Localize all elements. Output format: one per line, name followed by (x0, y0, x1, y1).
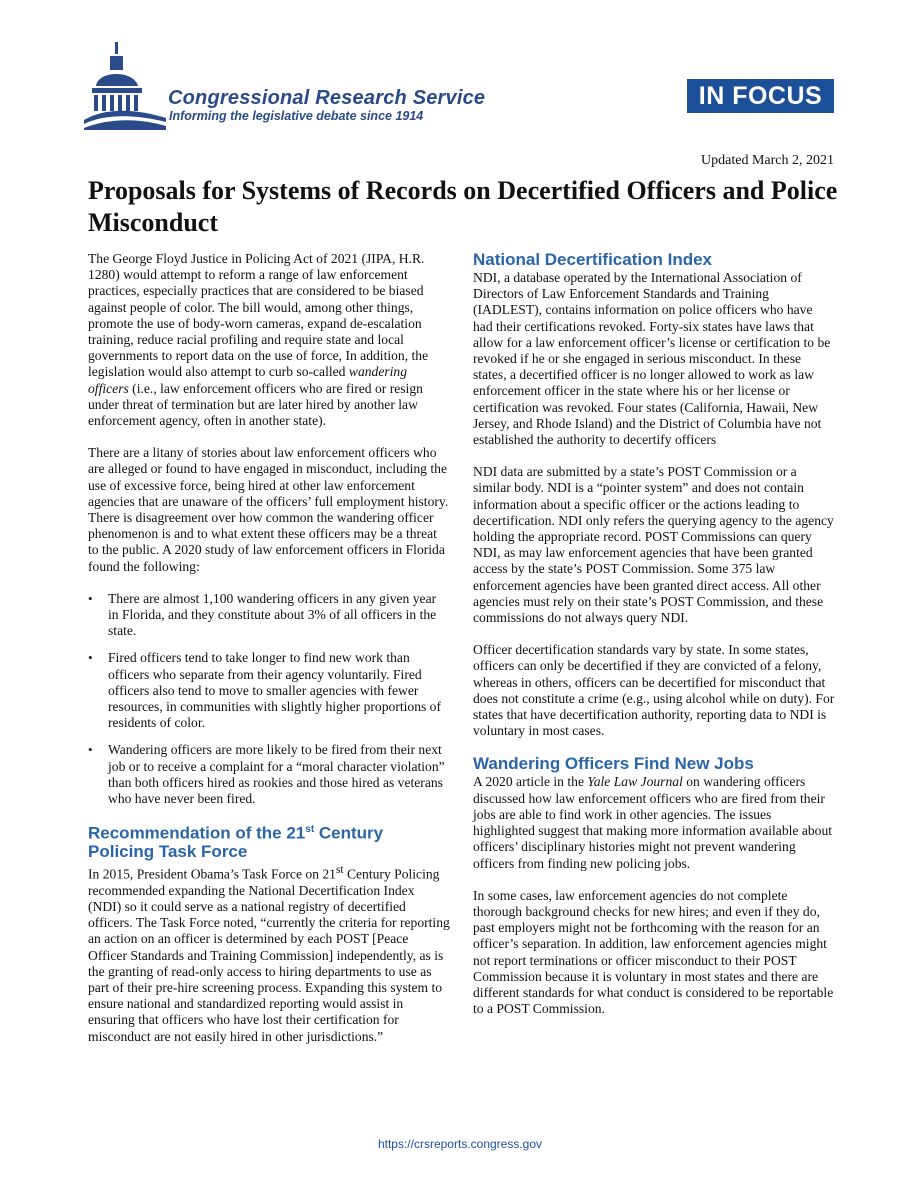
footer-link[interactable]: https://crsreports.congress.gov (377, 1137, 543, 1151)
list-item: • Fired officers tend to take longer to find new work than officers who separate from their agency voluntarily. Fired officers also tend to move to smaller agencies with fewer resources, in communities with slightly higher proportions of residents of color. (88, 650, 442, 731)
journal-title: Yale Law Journal (587, 774, 683, 790)
yale-paragraph: A 2020 article in the Yale Law Journal on wandering officers discussed how law enforcement officers who are fired from their jobs are able to find work in other agencies. The issues highlighted suggest that making more information available about officers’ disciplinary histories might not prevent wandering officers from finding new policing jobs. (473, 774, 833, 871)
right-column (473, 251, 835, 1033)
stories-paragraph: There are a litany of stories about law enforcement officers who are alleged or found to have engaged in misconduct, including the use of excessive force, being hired at other law enforcement agencies that are unaware of the officers’ full employment history. There is disagreement over how common the wandering officer phenomenon is and to what extent these officers may be a threat to the public. A 2020 study of law enforcement officers in Florida found the following: (88, 445, 449, 574)
bullet-icon: • (88, 742, 93, 758)
left-column (88, 251, 450, 1061)
task-force-heading: Recommendation of the 21st Century Policing Task Force (88, 823, 384, 861)
standards-paragraph: Officer decertification standards vary by state. In some states, officers can only be decertified if they are convicted of a felony, whereas in others, officers can be decertified for misconduct that does not constitute a crime (e.g., using alcohol while on duty). For states that have decertification authority, reporting data to NDI is voluntary in most cases. (473, 642, 835, 739)
wandering-heading: Wandering Officers Find New Jobs (473, 754, 754, 774)
background-check-paragraph: In some cases, law enforcement agencies do not complete thorough background checks for new hires; and even if they do, past employers might not be forthcoming with the reason for an officer’s separation. In addition, law enforcement agencies might not report terminations or officer misconduct to their POST Commission because it is voluntary in most states and there are different standards for what conduct is considered to be reportable to a POST Commission. (473, 887, 834, 1017)
in-focus-badge: IN FOCUS (687, 79, 834, 113)
list-item: • There are almost 1,100 wandering officers in any given year in Florida, and they constitute about 3% of all officers in the state. (88, 590, 437, 639)
page-title: Proposals for Systems of Records on Decertified Officers and Police Misconduct (88, 176, 838, 237)
ndi-heading: National Decertification Index (473, 250, 712, 269)
org-tagline: Informing the legislative debate since 1914 (169, 109, 424, 123)
intro-paragraph: The George Floyd Justice in Policing Act of 2021 (JIPA, H.R. 1280) would attempt to reform a range of law enforcement practices, especially practices that are considered to be biased against people of color. The bill would, among other things, promote the use of body-worn cameras, expand de-escalation training, reduce racial profiling and require state and local governments to report data on the use of force, In addition, the legislation would also attempt to curb so-called wandering officers (i.e., law enforcement officers who are fired or resign under threat of termination but are later hired by another law enforcement agency, often in another state). (88, 251, 429, 429)
capitol-dome-icon (84, 40, 168, 130)
wandering-officers-term: wandering officers (88, 364, 408, 396)
updated-date: Updated March 2, 2021 (701, 153, 834, 168)
ndi-paragraph: NDI, a database operated by the International Association of Directors of Law Enforcement Standards and Training (IADLEST), contains information on police officers who have had their certifications revoked. Forty-six states have laws that allow for a law enforcement officer’s license or certification to be revoked if he or she engaged in serious misconduct. In these states, a decertified officer is no longer allowed to work as law enforcement officer in the state where his or her license or certification was revoked. Four states (California, Hawaii, New Jersey, and Rhode Island) and the District of Columbia have not established the authority to decertify officers (473, 270, 831, 448)
crs-logo (84, 40, 504, 135)
bullet-icon: • (88, 650, 93, 666)
bullet-icon: • (88, 590, 93, 606)
task-force-paragraph: In 2015, President Obama’s Task Force on 21st Century Policing recommended expanding the National Decertification Index (NDI) so it could serve as a national registry of decertified officers. The Task Force noted, “currently the criteria for reporting an action on an officer is determined by each POST [Peace Officer Standards and Training Commission] independently, as is the granting of read-only access to hiring departments to use as part of their pre-hire screening process. Expanding this system to ensure national and standardized reporting would assist in ensuring that officers who have lost their certification for misconduct are not easily hired in other jurisdictions.” (88, 863, 450, 1044)
org-name: Congressional Research Service (168, 87, 486, 109)
list-item: • Wandering officers are more likely to be fired from their next job or to receive a complaint for a “moral character violation” than both officers hired as rookies and those hired as veterans who have never been fired. (88, 742, 445, 807)
ndi-data-paragraph: NDI data are submitted by a state’s POST Commission or a similar body. NDI is a “pointer system” and does not contain information about a specific officer or the actions leading to decertification. NDI only refers the querying agency to the agency holding the appropriate record. POST Commissions can query NDI, as may law enforcement agencies that have been granted access by the state’s POST Commission. Some 375 law enforcement agencies have been granted direct access. All other agencies must rely on their state’s POST Commission, and these commissions do not always query NDI. (473, 464, 834, 626)
findings-list (88, 591, 450, 807)
